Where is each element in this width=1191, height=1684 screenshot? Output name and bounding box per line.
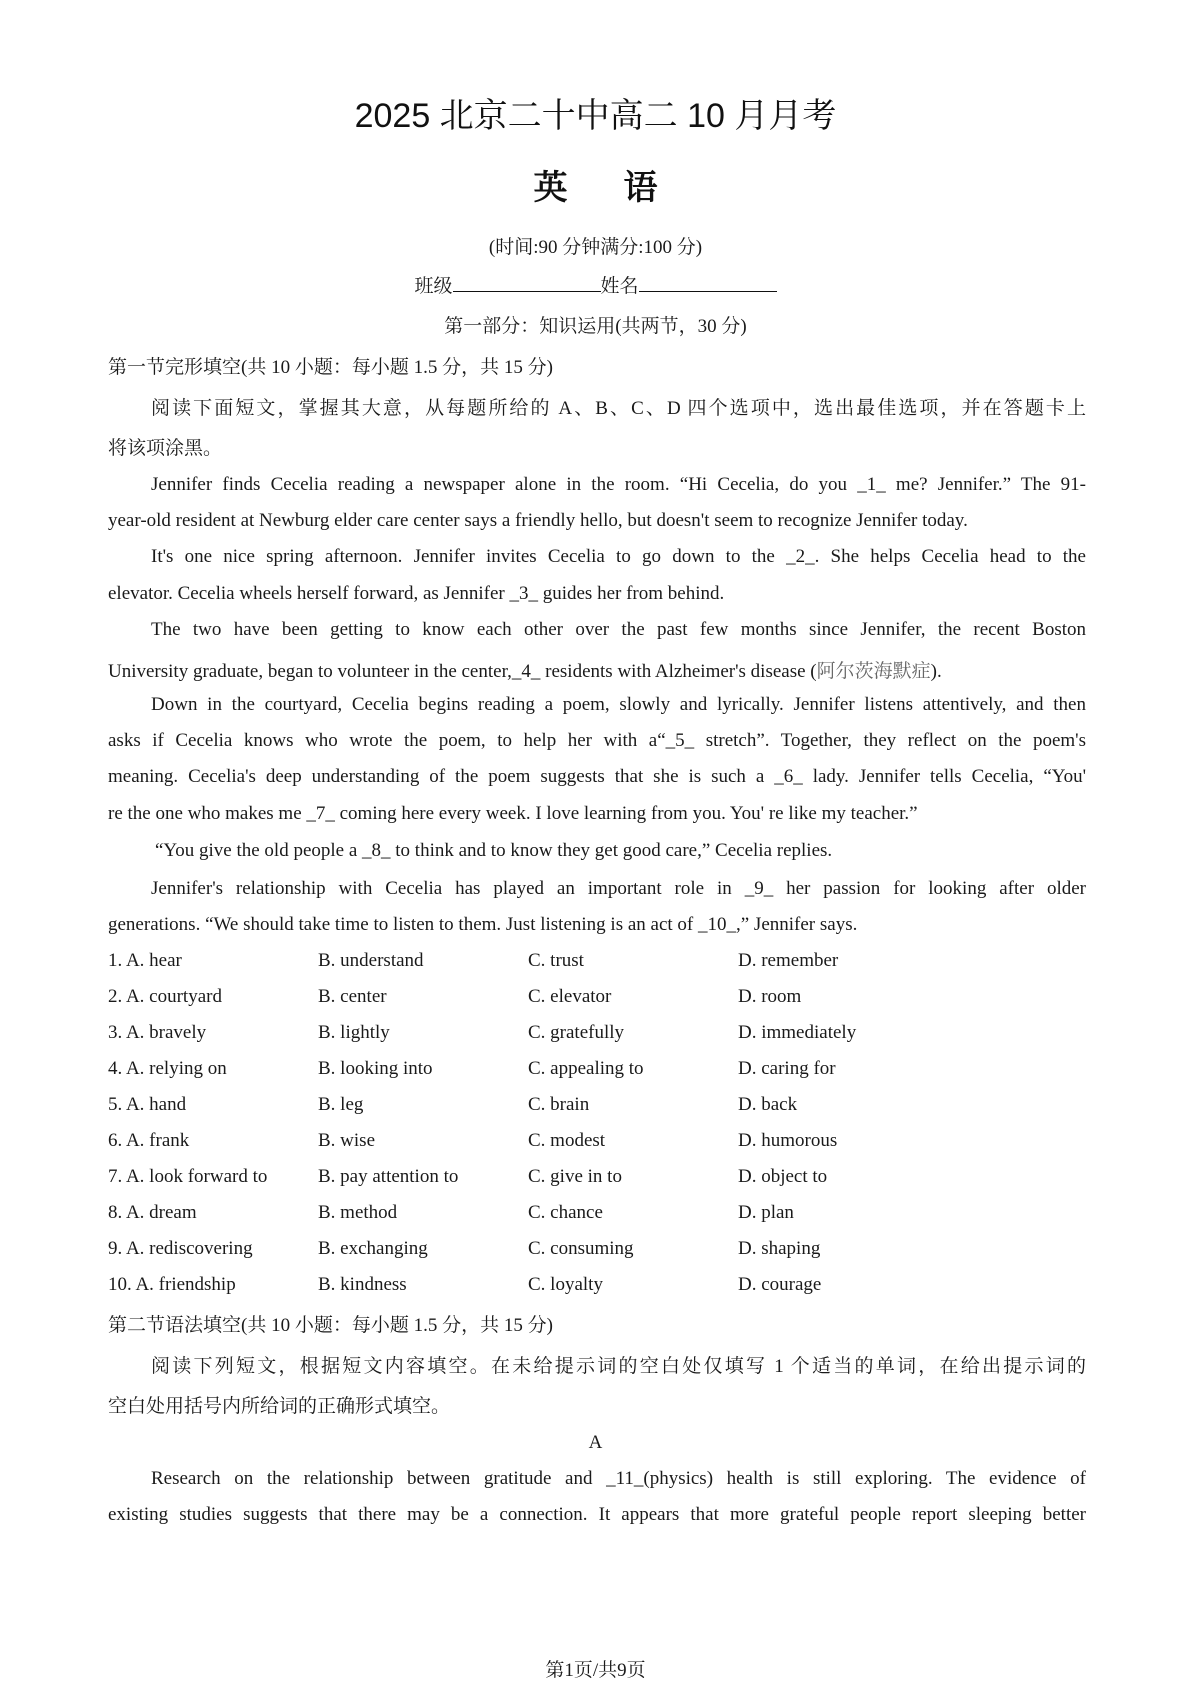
name-label: 姓名 (600, 276, 639, 297)
passage-line: Research on the relationship between gratitude and _11_(physics) health is still exploring. The evidence of (151, 1468, 1086, 1489)
passage-line: The two have been getting to know each other over the past few months since Jennifer, the recent Boston (151, 619, 1086, 640)
passage-line: re the one who makes me _7_ coming here every week. I love learning from you. You' re like my teacher.” (108, 803, 918, 824)
option-a[interactable]: 4. A. relying on (108, 1058, 227, 1079)
option-c[interactable]: C. brain (528, 1094, 590, 1115)
question-options-10 (108, 1274, 1008, 1298)
passage-text: University graduate, began to volunteer in the center,_4_ residents with Alzheimer's disease ( (108, 661, 817, 682)
option-a[interactable]: 8. A. dream (108, 1202, 197, 1223)
option-c[interactable]: C. trust (528, 950, 584, 971)
question-options-5 (108, 1094, 1008, 1118)
exam-title: 2025 北京二十中高二 10 月月考 (354, 97, 837, 135)
option-d[interactable]: D. plan (738, 1202, 794, 1223)
passage-line: existing studies suggests that there may be a connection. It appears that more grateful people report sleeping better (108, 1504, 1086, 1525)
option-c[interactable]: C. chance (528, 1202, 603, 1223)
passage-line: generations. “We should take time to listen to them. Just listening is an act of _10_,” Jennifer says. (108, 914, 858, 935)
option-b[interactable]: B. looking into (318, 1058, 433, 1079)
option-a[interactable]: 5. A. hand (108, 1094, 187, 1115)
option-b[interactable]: B. method (318, 1202, 398, 1223)
passage-line-alzheimer (108, 656, 1086, 683)
passage-line: elevator. Cecelia wheels herself forward, as Jennifer _3_ guides her from behind. (108, 583, 725, 604)
question-options-6 (108, 1130, 1008, 1154)
question-options-4 (108, 1058, 1008, 1082)
option-b[interactable]: B. kindness (318, 1274, 407, 1295)
option-c[interactable]: C. appealing to (528, 1058, 644, 1079)
option-d[interactable]: D. caring for (738, 1058, 836, 1079)
option-b[interactable]: B. understand (318, 950, 424, 971)
question-options-3 (108, 1022, 1008, 1046)
option-c[interactable]: C. loyalty (528, 1274, 603, 1295)
option-b[interactable]: B. exchanging (318, 1238, 428, 1259)
option-b[interactable]: B. pay attention to (318, 1166, 459, 1187)
option-a[interactable]: 3. A. bravely (108, 1022, 207, 1043)
passage-label: A (588, 1432, 603, 1453)
part-one-heading: 第一部分：知识运用(共两节，30 分) (444, 316, 747, 337)
option-a[interactable]: 7. A. look forward to (108, 1166, 268, 1187)
option-d[interactable]: D. humorous (738, 1130, 838, 1151)
option-d[interactable]: D. room (738, 986, 802, 1007)
option-c[interactable]: C. give in to (528, 1166, 622, 1187)
section-one-instructions-cont: 将该项涂黑。 (108, 438, 223, 459)
option-b[interactable]: B. wise (318, 1130, 375, 1151)
subject-title: 英语 (533, 168, 714, 208)
passage-line: Down in the courtyard, Cecelia begins reading a poem, slowly and lyrically. Jennifer listens attentively, and then (151, 694, 1086, 715)
section-two-instructions-cont: 空白处用括号内所给词的正确形式填空。 (108, 1396, 451, 1417)
question-options-1 (108, 950, 1008, 974)
option-a[interactable]: 9. A. rediscovering (108, 1238, 253, 1259)
option-c[interactable]: C. elevator (528, 986, 612, 1007)
option-b[interactable]: B. leg (318, 1094, 364, 1115)
option-d[interactable]: D. back (738, 1094, 798, 1115)
passage-line: year-old resident at Newburg elder care center says a friendly hello, but doesn't seem to recognize Jennifer today. (108, 510, 968, 531)
passage-line: asks if Cecelia knows who wrote the poem, to help her with a“_5_ stretch”. Together, they reflect on the poem's (108, 730, 1086, 751)
question-options-9 (108, 1238, 1008, 1262)
option-a[interactable]: 1. A. hear (108, 950, 182, 971)
question-options-2 (108, 986, 1008, 1010)
option-c[interactable]: C. modest (528, 1130, 606, 1151)
question-options-8 (108, 1202, 1008, 1226)
option-c[interactable]: C. consuming (528, 1238, 634, 1259)
option-d[interactable]: D. courage (738, 1274, 822, 1295)
option-a[interactable]: 2. A. courtyard (108, 986, 222, 1007)
option-a[interactable]: 6. A. frank (108, 1130, 190, 1151)
option-d[interactable]: D. shaping (738, 1238, 821, 1259)
option-d[interactable]: D. object to (738, 1166, 828, 1187)
option-b[interactable]: B. lightly (318, 1022, 390, 1043)
passage-line: meaning. Cecelia's deep understanding of the poem suggests that she is such a _6_ lady. Jennifer tells Cecelia, “You' (108, 766, 1086, 787)
option-d[interactable]: D. remember (738, 950, 839, 971)
alzheimer-chinese: 阿尔茨海默症 (816, 661, 931, 682)
passage-line: It's one nice spring afternoon. Jennifer invites Cecelia to go down to the _2_. She helps Cecelia head to the (151, 546, 1086, 567)
section-one-heading: 第一节完形填空(共 10 小题：每小题 1.5 分，共 15 分) (108, 357, 553, 378)
passage-line: “You give the old people a _8_ to think and to know they get good care,” Cecelia replies. (155, 840, 833, 861)
class-blank[interactable] (453, 271, 601, 292)
question-options-7 (108, 1166, 1008, 1190)
option-b[interactable]: B. center (318, 986, 387, 1007)
section-two-heading: 第二节语法填空(共 10 小题：每小题 1.5 分，共 15 分) (108, 1315, 553, 1336)
section-two-instructions: 阅读下列短文，根据短文内容填空。在未给提示词的空白处仅填写 1 个适当的单词，在给出提示词的 (151, 1356, 1086, 1377)
time-info: (时间:90 分钟满分:100 分) (488, 237, 703, 258)
option-a[interactable]: 10. A. friendship (108, 1274, 236, 1295)
name-blank[interactable] (639, 271, 777, 292)
class-label: 班级 (414, 276, 453, 297)
option-d[interactable]: D. immediately (738, 1022, 857, 1043)
option-c[interactable]: C. gratefully (528, 1022, 625, 1043)
page-indicator: 第1页/共9页 (545, 1660, 646, 1681)
section-one-instructions: 阅读下面短文，掌握其大意，从每题所给的 A、B、C、D 四个选项中，选出最佳选项，并在答题卡上 (151, 398, 1086, 419)
alzheimer-close: ). (930, 661, 942, 682)
passage-line: Jennifer's relationship with Cecelia has played an important role in _9_ her passion for looking after older (151, 878, 1086, 899)
student-info-row (0, 271, 1191, 298)
passage-line: Jennifer finds Cecelia reading a newspaper alone in the room. “Hi Cecelia, do you _1_ me? Jennifer.” The 91- (151, 474, 1086, 495)
